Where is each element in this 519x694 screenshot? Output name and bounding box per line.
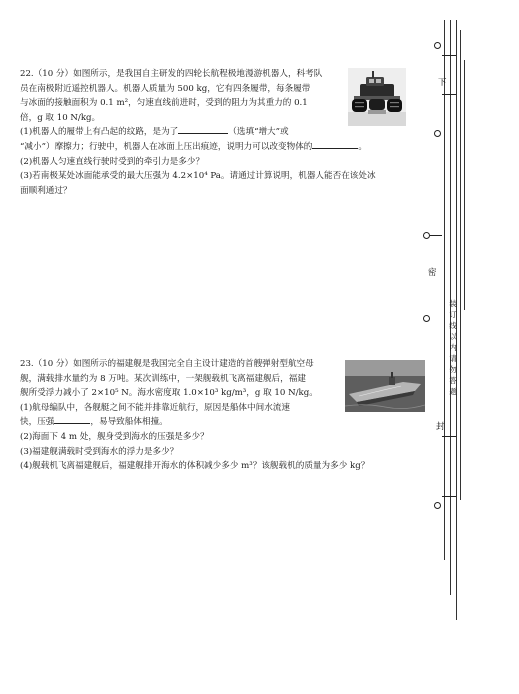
- q22-part-3-line-1: (3)若南极某处冰面能承受的最大压强为 4.2×10⁴ Pa。请通过计算说明，机器人能否在该处冰: [20, 171, 376, 182]
- binding-hole: [434, 42, 441, 49]
- binding-hole: [434, 502, 441, 509]
- binding-hole: [423, 315, 430, 322]
- q23-line-2: 舰，满载排水量约为 8 万吨。某次训练中，一架舰载机飞离福建舰后，福建: [20, 373, 306, 384]
- binding-dash: [442, 436, 456, 437]
- binding-line: [460, 30, 461, 500]
- q23-part-2: (2)海面下 4 m 处，舰身受到海水的压强是多少？: [20, 431, 209, 442]
- mark-xia: 下: [438, 78, 447, 88]
- binding-dash: [442, 496, 456, 497]
- binding-line: [444, 20, 445, 560]
- q22-part-3-line-2: 面顺利通过？: [20, 185, 72, 196]
- question-22: [20, 67, 380, 198]
- q23-part-3: (3)福建舰满载时受到海水的浮力是多少？: [20, 446, 179, 457]
- binding-dash: [442, 94, 456, 95]
- binding-dash: [430, 235, 442, 236]
- q23-line-4: (1)航母编队中，各舰艇之间不能并排靠近航行，原因是船体中间水流速: [20, 402, 290, 413]
- binding-margin: [420, 20, 519, 694]
- binding-dash: [442, 55, 456, 56]
- q23-line-3: 舰所受浮力减小了 2×10⁵ N。海水密度取 1.0×10³ kg/m³，g 取 10 N/kg。: [20, 388, 318, 399]
- q23-line-1: 23.（10 分）如图所示的福建舰是我国完全自主设计建造的首艘弹射型航空母: [20, 359, 314, 369]
- binding-warning: 装订线以内请勿答题: [449, 299, 457, 396]
- q22-line-1: 22.（10 分）如图所示，是我国自主研发的四轮长航程极地漫游机器人，科考队: [20, 69, 323, 79]
- mark-feng: 封: [436, 422, 445, 432]
- q22-line-3: 与冰面的接触面积为 0.1 m²，匀速直线前进时，受到的阻力为其重力的 0.1: [20, 98, 308, 109]
- answer-blank[interactable]: [312, 140, 358, 149]
- mark-mi: 密: [428, 268, 437, 278]
- q22-part-2: (2)机器人匀速直线行驶时受到的牵引力是多少？: [20, 156, 205, 167]
- q22-part-1-line-1: (1)机器人的履带上有凸起的纹路，是为了 （选填“增大”或: [20, 127, 289, 138]
- q22-line-2: 员在南极附近遥控机器人。机器人质量为 500 kg，它有四条履带，每条履带: [20, 83, 311, 94]
- binding-line: [464, 60, 465, 310]
- q23-part-4: (4)舰载机飞离福建舰后，福建舰排开海水的体积减少多少 m³？该舰载机的质量为多少 kg？: [20, 461, 370, 472]
- q23-part-1-line-2: 快，压强 ，易导致船体相撞。: [20, 417, 168, 428]
- polar-robot-image: [348, 68, 406, 126]
- q22-part-1-line-2: “减小”）摩擦力；行驶中，机器人在冰面上压出痕迹，说明力可以改变物体的 。: [20, 141, 367, 152]
- answer-blank[interactable]: [54, 415, 90, 424]
- aircraft-carrier-image: [345, 360, 425, 412]
- binding-hole: [434, 130, 441, 137]
- question-23: [20, 357, 380, 474]
- q22-line-4: 倍，g 取 10 N/kg。: [20, 112, 101, 123]
- answer-blank[interactable]: [178, 125, 228, 134]
- binding-hole: [423, 232, 430, 239]
